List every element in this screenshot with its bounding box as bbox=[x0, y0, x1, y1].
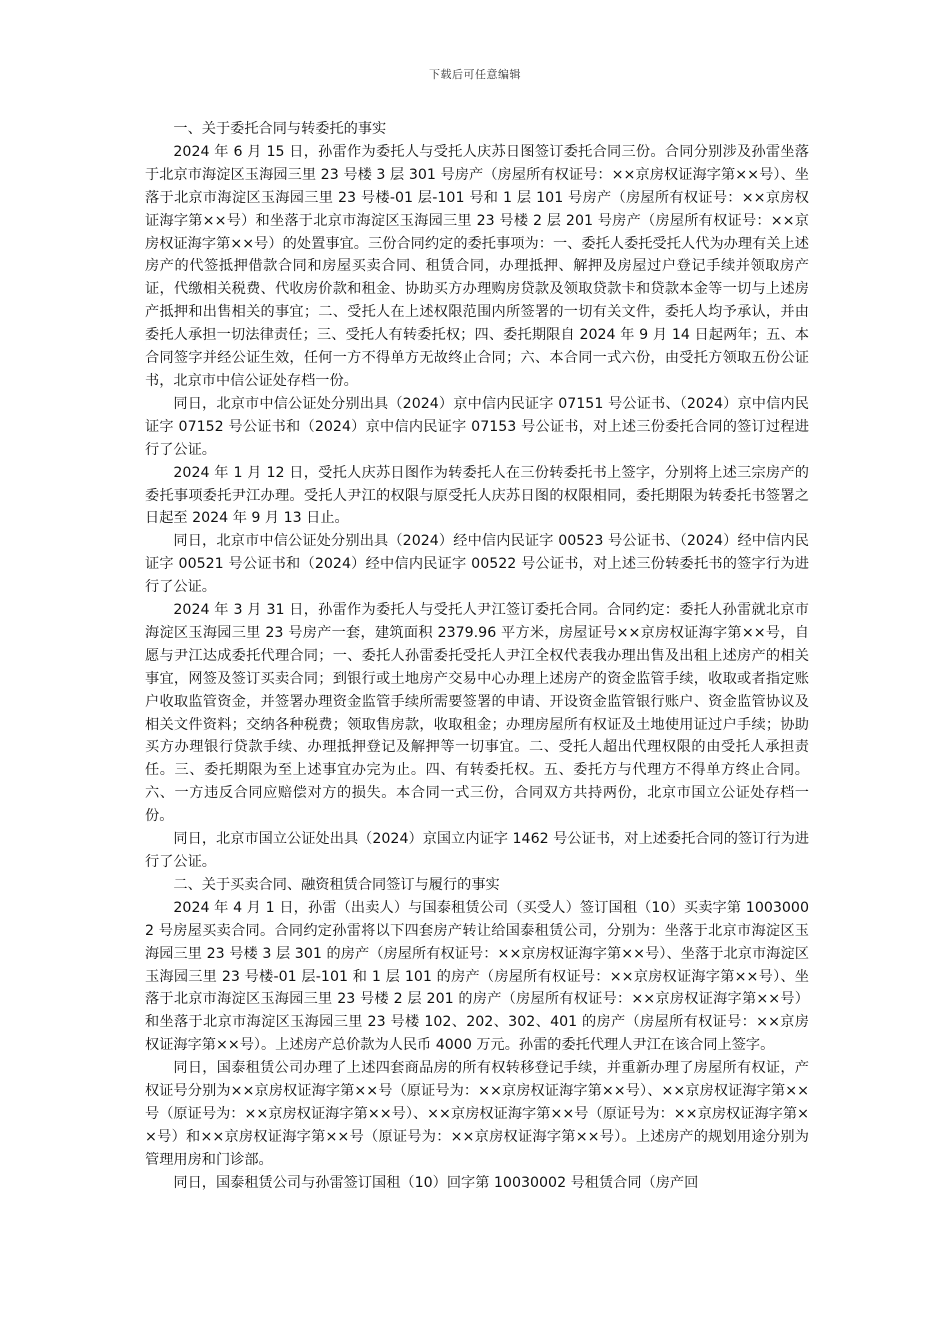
paragraph: 2024 年 6 月 15 日，孙雷作为委托人与受托人庆苏日图签订委托合同三份。合同分别涉及孙雷坐落于北京市海淀区玉海园三里 23 号楼 3 层 301 号房产（房屋所有权证号：××京房权证海字第××号）、坐落于北京市海淀区玉海园三里 23 号楼-01 层-101 号和 1 层 101 号房产（房屋所有权证号：××京房权证海字第××号）和坐落于北京市海淀区玉海园三里 23 号楼 2 层 201 号房产（房屋所有权证号：××京房权证海字第××号）的处置事宜。三份合同约定的委托事项为：一、委托人委托受托人代为办理有关上述房产的代签抵押借款合同和房屋买卖合同、租赁合同，办理抵押、解押及房屋过户登记手续并领取房产证，代缴相关税费、代收房价款和租金、协助买方办理购房贷款及领取贷款卡和贷款本金等一切与上述房产抵押和出售相关的事宜；二、受托人在上述权限范围内所签署的一切有关文件，委托人均予承认，并由委托人承担一切法律责任；三、受托人有转委托权；四、委托期限自 2024 年 9 月 14 日起两年；五、本合同签字并经公证生效，任何一方不得单方无故终止合同；六、本合同一式六份，由受托方领取五份公证书，北京市中信公证处存档一份。 bbox=[145, 143, 809, 389]
paragraph: 同日，北京市中信公证处分别出具（2024）京中信内民证字 07151 号公证书、（2024）京中信内民证字 07152 号公证书和（2024）京中信内民证字 07153 号公证书，对上述三份委托合同的签订过程进行了公证。 bbox=[145, 395, 809, 458]
section-heading: 二、关于买卖合同、融资租赁合同签订与履行的事实 bbox=[173, 876, 500, 893]
paragraph: 同日，国泰租赁公司办理了上述四套商品房的所有权转移登记手续，并重新办理了房屋所有权证，产权证号分别为××京房权证海字第××号（原证号为：××京房权证海字第××号）、××京房权证海字第××号（原证号为：××京房权证海字第××号）、××京房权证海字第××号（原证号为：××京房权证海字第××号）和××京房权证海字第××号（原证号为：××京房权证海字第××号）。上述房产的规划用途分别为管理用房和门诊部。 bbox=[145, 1060, 809, 1168]
section-heading: 一、关于委托合同与转委托的事实 bbox=[173, 121, 387, 137]
paragraph: 2024 年 1 月 12 日，受托人庆苏日图作为转委托人在三份转委托书上签字，分别将上述三宗房产的委托事项委托尹江办理。受托人尹江的权限与原受托人庆苏日图的权限相同，委托期限为转委托书签署之日起至 2024 年 9 月 13 日止。 bbox=[145, 464, 809, 527]
paragraph: 同日，国泰租赁公司与孙雷签订国租（10）回字第 10030002 号租赁合同（房产回 bbox=[173, 1174, 699, 1191]
page-header: 下载后可任意编辑 bbox=[429, 68, 521, 81]
paragraph: 2024 年 3 月 31 日，孙雷作为委托人与受托人尹江签订委托合同。合同约定：委托人孙雷就北京市海淀区玉海园三里 23 号房产一套，建筑面积 2379.96 平方米，房屋证号××京房权证海字第××号，自愿与尹江达成委托代理合同；一、委托人孙雷委托受托人尹江全权代表我办理出售及出租上述房产的相关事宜，网签及签订买卖合同；到银行或土地房产交易中心办理上述房产的资金监管手续，收取或者指定账户收取监管资金，并签署办理资金监管手续所需要签署的申请、开设资金监管银行账户、资金监管协议及相关文件资料；交纳各种税费；领取售房款，收取租金；办理房屋所有权证及土地使用证过户手续；协助买方办理银行贷款手续、办理抵押登记及解押等一切事宜。二、受托人超出代理权限的由受托人承担责任。三、委托期限为至上述事宜办完为止。四、有转委托权。五、委托方与代理方不得单方终止合同。六、一方违反合同应赔偿对方的损失。本合同一式三份，合同双方共持两份，北京市国立公证处存档一份。 bbox=[145, 602, 809, 825]
document-body bbox=[145, 118, 809, 1195]
paragraph: 2024 年 4 月 1 日，孙雷（出卖人）与国泰租赁公司（买受人）签订国租（10）买卖字第 10030002 号房屋买卖合同。合同约定孙雷将以下四套房产转让给国泰租赁公司，分别为：坐落于北京市海淀区玉海园三里 23 号楼 3 层 301 的房产（房屋所有权证号：××京房权证海字第××号）、坐落于北京市海淀区玉海园三里 23 号楼-01 层-101 和 1 层 101 的房产（房屋所有权证号：××京房权证海字第××号）、坐落于北京市海淀区玉海园三里 23 号楼 2 层 201 的房产（房屋所有权证号：××京房权证海字第××号）和坐落于北京市海淀区玉海园三里 23 号楼 102、202、302、401 的房产（房屋所有权证号：××京房权证海字第××号）。上述房产总价款为人民币 4000 万元。孙雷的委托代理人尹江在该合同上签字。 bbox=[145, 899, 809, 1054]
paragraph: 同日，北京市中信公证处分别出具（2024）经中信内民证字 00523 号公证书、（2024）经中信内民证字 00521 号公证书和（2024）经中信内民证字 00522 号公证书，对上述三份转委托书的签字行为进行了公证。 bbox=[145, 533, 809, 596]
paragraph: 同日，北京市国立公证处出具（2024）京国立内证字 1462 号公证书，对上述委托合同的签订行为进行了公证。 bbox=[145, 831, 809, 870]
